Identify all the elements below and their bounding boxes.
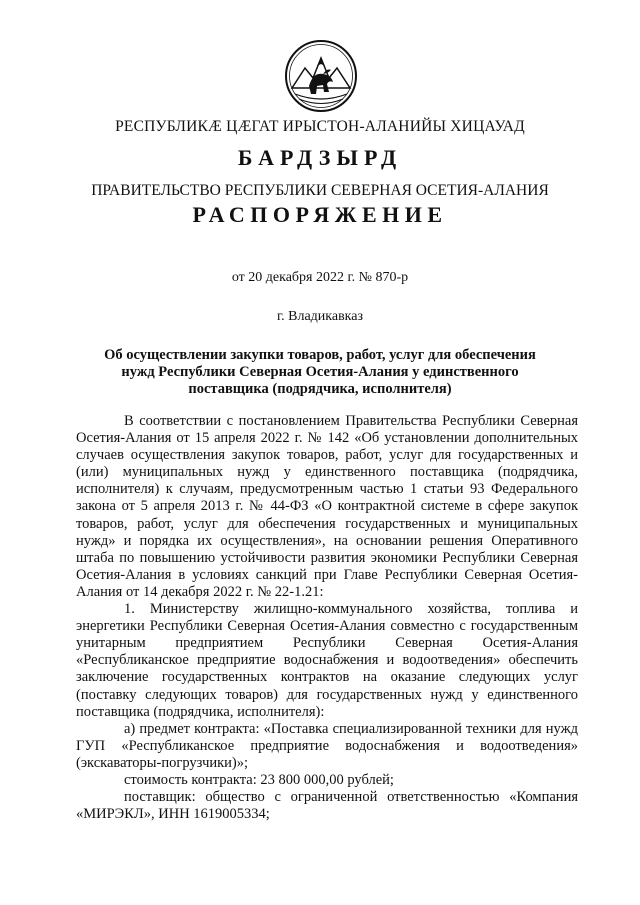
russian-government-line: ПРАВИТЕЛЬСТВО РЕСПУБЛИКИ СЕВЕРНАЯ ОСЕТИЯ-АЛАНИЯ — [91, 182, 549, 199]
coat-of-arms-emblem-icon — [283, 38, 359, 114]
order-date-number: от 20 декабря 2022 г. № 870-р — [231, 270, 409, 285]
russian-document-type: РАСПОРЯЖЕНИЕ — [192, 202, 448, 227]
clause-1a-supplier: поставщик: общество с ограниченной ответственностью «Компания «МИРЭКЛ», ИНН 1619005334; — [76, 789, 578, 823]
preamble-paragraph: В соответствии с постановлением Правительства Республики Северная Осетия-Алания от 15 апреля 2022 г. № 142 «Об установлении дополнительных случаев осуществления закупок товаров, работ, услуг для государственных и (или) муниципальных нужд у единственного поставщика (подрядчика, исполнителя) к случаям, предусмотренным частью 1 статьи 93 Федерального закона от 5 апреля 2013 г. № 44-ФЗ «О контрактной системе в сфере закупок товаров, работ, услуг для обеспечения государственных и муниципальных нужд» и порядка их осуществления», на основании решения Оперативного штаба по повышению устойчивости развития экономики Республики Северная Осетия-Алания в условиях санкций при Главе Республики Северная Осетия-Алания от 14 декабря 2022 г. № 22-1.21: — [76, 413, 578, 600]
order-city: г. Владикавказ — [276, 309, 364, 324]
clause-1-paragraph: 1. Министерству жилищно-коммунального хозяйства, топлива и энергетики Республики Северная Осетия-Алания совместно с государственным унитарным предприятием Республики Северная Осетия-Алания «Республиканское предприятие водоснабжения и водоотведения» обеспечить заключение государственных контрактов на оказание следующих услуг (поставку следующих товаров) для государственных нужд у единственного поставщика (подрядчика, исполнителя): — [76, 601, 578, 720]
document-body — [76, 413, 578, 823]
ossetian-document-type: БАРДЗЫРД — [237, 145, 403, 170]
clause-1a-subject: а) предмет контракта: «Поставка специализированной техники для нужд ГУП «Республиканское предприятие водоснабжения и водоотведения» (экскаваторы-погрузчики)»; — [76, 720, 578, 771]
clause-1a-cost: стоимость контракта: 23 800 000,00 рублей; — [124, 771, 394, 788]
document-title: Об осуществлении закупки товаров, работ, услуг для обеспечения нужд Республики Северная Осетия-Алания у единственного поставщика (подрядчика, исполнителя) — [104, 347, 536, 397]
ossetian-government-line: РЕСПУБЛИКӔ ЦӔГАТ ИРЫСТОН-АЛАНИЙЫ ХИЦАУАД — [115, 118, 525, 135]
